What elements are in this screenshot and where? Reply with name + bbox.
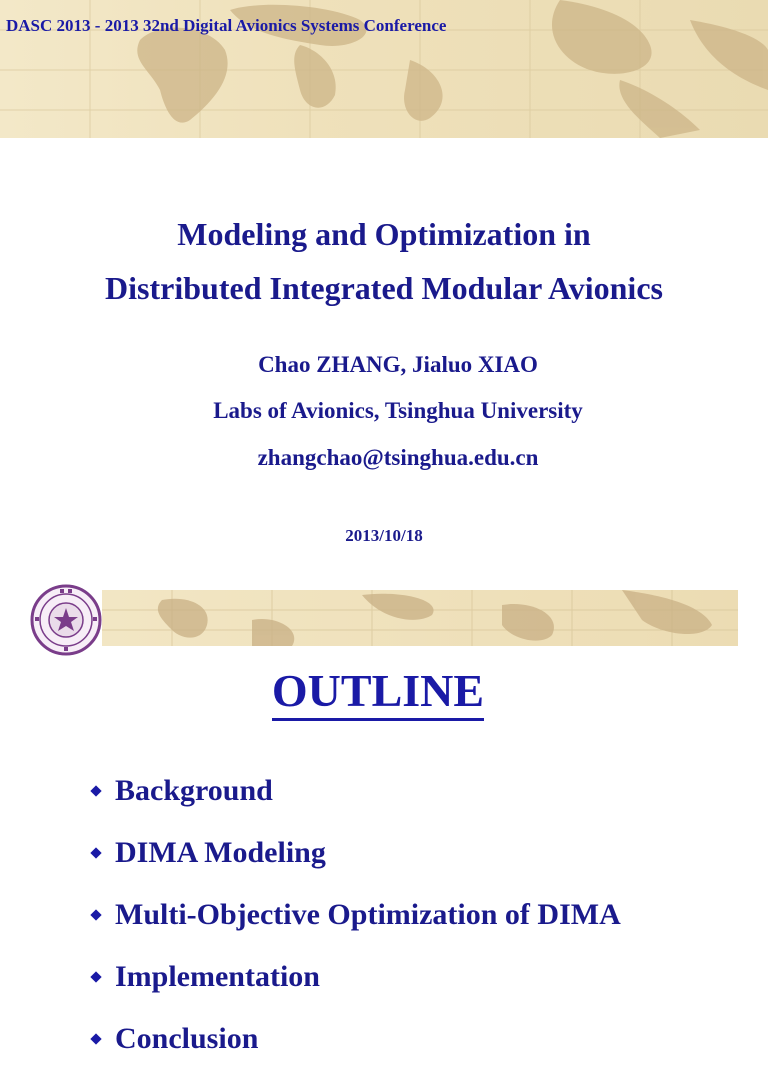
outline-item-implementation [92,946,621,1008]
email-address: zhangchao@tsinghua.edu.cn [257,445,539,470]
outline-heading [0,664,756,717]
outline-item-background [92,760,621,822]
outline-item-label: Conclusion [115,1022,259,1055]
world-map-strip-icon [102,590,738,646]
authors: Chao ZHANG, Jialuo XIAO [258,352,538,377]
diamond-bullet-icon [90,971,101,982]
outline-item-label: Multi-Objective Optimization of DIMA [115,898,621,931]
conference-title: DASC 2013 - 2013 32nd Digital Avionics Systems Conference [6,16,447,35]
outline-heading-text: OUTLINE [272,665,484,721]
outline-item-label: Background [115,774,273,807]
outline-item-optimization [92,884,621,946]
outline-item-conclusion [92,1008,621,1070]
presentation-title-line-1: Modeling and Optimization in [177,216,591,252]
presentation-date: 2013/10/18 [345,526,423,545]
outline-item-dima-modeling [92,822,621,884]
outline-item-label: Implementation [115,960,320,993]
diamond-bullet-icon [90,847,101,858]
affiliation: Labs of Avionics, Tsinghua University [213,398,583,423]
outline-item-label: DIMA Modeling [115,836,326,869]
diamond-bullet-icon [90,785,101,796]
university-seal-icon [30,584,102,656]
header-banner [0,0,768,138]
diamond-bullet-icon [90,1033,101,1044]
diamond-bullet-icon [90,909,101,920]
presentation-title-line-2: Distributed Integrated Modular Avionics [105,270,663,306]
outline-header-strip [102,590,738,646]
